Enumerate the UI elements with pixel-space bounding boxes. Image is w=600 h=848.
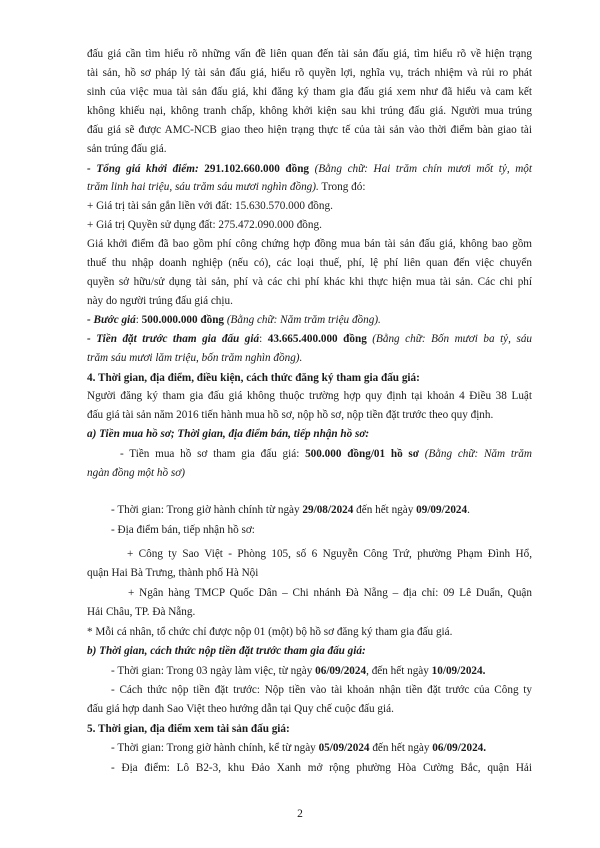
text-segment: (Bằng chữ: Năm trăm (418, 448, 532, 460)
text-segment: + Giá trị tài sản gắn liền với đất: 15.630.570.000 đồng. (87, 200, 333, 212)
text-line (87, 47, 532, 61)
text-segment: 29/08/2024 (302, 504, 354, 516)
text-segment: thuế thu nhập doanh nghiệp (nếu có), các loại thuế, phí, lệ phí liên quan đến việc chuyển (87, 257, 532, 269)
subsection-heading (87, 644, 532, 658)
text-segment: + Công ty Sao Việt - Phòng 105, số 6 Nguyễn Công Trứ, phường Phạm Đình Hổ, (127, 548, 532, 560)
text-segment: - (87, 163, 97, 175)
text-line (128, 586, 532, 600)
text-line (87, 566, 532, 580)
text-segment: : (259, 333, 268, 345)
text-line (87, 218, 532, 232)
text-line (87, 605, 532, 619)
text-segment: sinh của việc mua tài sản đấu giá, khi đăng ký tham gia đấu giá xem như đã hiểu và cam kết (87, 86, 532, 98)
text-segment: đến hết ngày (353, 504, 417, 516)
text-line (87, 180, 532, 194)
text-line (87, 389, 532, 403)
text-segment: này do người trúng đấu giá chịu. (87, 295, 233, 307)
text-line (111, 741, 556, 755)
text-segment: 09/09/2024 (416, 504, 468, 516)
text-line (127, 547, 532, 561)
text-segment: Người đăng ký tham gia đấu giá không thuộc trường hợp quy định tại khoản 4 Điều 38 Luật (87, 390, 532, 402)
text-segment: b) Thời gian, cách thức nộp tiền đặt trước tham gia đấu giá: (87, 645, 366, 657)
text-segment: - Địa điểm: Lô B2-3, khu Đảo Xanh mở rộng phường Hòa Cường Bắc, quận Hải (111, 762, 532, 774)
text-line (111, 664, 556, 678)
page-number: 2 (297, 808, 303, 820)
text-line (87, 408, 532, 422)
text-line (87, 123, 532, 137)
text-segment: đấu giá cần tìm hiểu rõ những vấn đề liên quan đến tài sản đấu giá, tìm hiểu rõ về hiện trạng (87, 48, 532, 60)
text-segment: đến hết ngày (369, 742, 433, 754)
text-segment: Tổng giá khởi điểm: (96, 163, 199, 175)
text-segment: . (467, 504, 470, 516)
text-segment: đấu giá tài sản năm 2016 tiến hành mua hồ sơ, nộp hồ sơ, nộp tiền đặt trước theo quy định. (87, 409, 494, 421)
text-segment: 10/09/2024. (431, 665, 486, 677)
bid-step-line (87, 313, 532, 327)
text-line (87, 294, 532, 308)
text-segment: * Mỗi cá nhân, tổ chức chỉ được nộp 01 (một) bộ hồ sơ đăng ký tham gia đấu giá. (87, 626, 453, 638)
text-line (87, 85, 532, 99)
text-segment: 06/09/2024. (432, 742, 487, 754)
text-segment: , đến hết ngày (366, 665, 432, 677)
text-line (87, 625, 532, 639)
text-segment: - Bước giá (87, 314, 136, 326)
text-segment: đấu giá hợp danh Sao Việt theo hướng dẫn tại Quy chế cuộc đấu giá. (87, 703, 394, 715)
text-line (111, 761, 532, 775)
text-segment: (Bằng chữ: Hai trăm chín mươi mốt tỷ, một (309, 163, 532, 175)
text-segment: a) Tiền mua hồ sơ; Thời gian, địa điểm bán, tiếp nhận hồ sơ: (87, 428, 370, 440)
text-segment: đấu giá sẽ được AMC-NCB giao theo hiện trạng thực tế của tài sản vào thời điểm bàn giao tài (87, 124, 532, 136)
text-segment: - Địa điểm bán, tiếp nhận hồ sơ: (111, 524, 255, 536)
text-segment: ngàn đồng một hồ sơ) (87, 467, 185, 479)
total-starting-price-line (87, 162, 532, 176)
text-segment: 05/09/2024 (318, 742, 370, 754)
text-segment: quận Hai Bà Trưng, thành phố Hà Nội (87, 567, 259, 579)
text-segment: trăm sáu mươi lăm triệu, bốn trăm nghìn đồng). (87, 352, 303, 364)
text-line (111, 503, 556, 517)
text-segment: - Tiền mua hồ sơ tham gia đấu giá: (120, 448, 306, 460)
section-heading (87, 371, 532, 385)
text-segment: - Thời gian: Trong giờ hành chính từ ngày (111, 504, 303, 516)
text-segment: Hải Châu, TP. Đà Nẵng. (87, 606, 196, 618)
subsection-heading (87, 427, 532, 441)
text-line (87, 351, 532, 365)
text-segment: + Ngân hàng TMCP Quốc Dân – Chi nhánh Đà Nẵng – địa chỉ: 09 Lê Duẩn, Quận (128, 587, 532, 599)
section-heading (87, 722, 532, 736)
text-segment: (Bằng chữ: Năm trăm triệu đồng). (224, 314, 381, 326)
text-segment: (Bằng chữ: Bốn mươi ba tỷ, sáu (366, 333, 533, 345)
text-line (120, 447, 532, 461)
text-segment: Giá khởi điểm đã bao gồm phí công chứng hợp đồng mua bán tài sản đấu giá, không bao gồm (87, 238, 532, 250)
text-line (87, 466, 532, 480)
text-line (87, 237, 532, 251)
text-line (87, 66, 532, 80)
text-segment: - Thời gian: Trong giờ hành chính, kể từ ngày (111, 742, 319, 754)
deposit-line (87, 332, 532, 346)
text-segment: + Giá trị Quyền sử dụng đất: 275.472.090.000 đồng. (87, 219, 322, 231)
text-line (87, 142, 532, 156)
text-segment: 291.102.660.000 đồng (198, 163, 310, 175)
text-line (87, 702, 532, 716)
text-line (111, 683, 532, 697)
text-segment: 5. Thời gian, địa điểm xem tài sản đấu giá: (87, 723, 290, 735)
text-line (87, 104, 532, 118)
text-segment: 4. Thời gian, địa điểm, điều kiện, cách thức đăng ký tham gia đấu giá: (87, 372, 420, 384)
text-line (87, 275, 532, 289)
text-segment: quyền sở hữu/sử dụng tài sản, phí và các chi phí khác khi thực hiện mua tài sản. Các chi phí (87, 276, 532, 288)
text-line (87, 256, 532, 270)
text-line (87, 199, 532, 213)
text-segment: - Cách thức nộp tiền đặt trước: Nộp tiền vào tài khoản nhận tiền đặt trước của Công ty (111, 684, 532, 696)
text-segment: - Tiền đặt trước tham gia đấu giá (87, 333, 260, 345)
text-segment: 500.000.000 đồng (141, 314, 225, 326)
text-line (111, 523, 556, 537)
text-segment: 500.000 đồng/01 hồ sơ (305, 448, 419, 460)
text-segment: : (135, 314, 142, 326)
text-segment: 06/09/2024 (315, 665, 367, 677)
text-segment: tài sản, hồ sơ pháp lý tài sản đấu giá, hiểu rõ quyền lợi, nghĩa vụ, trách nhiệm và rủi ro phát (87, 67, 532, 79)
text-segment: Trong đó: (318, 181, 366, 193)
text-segment: trăm linh hai triệu, sáu trăm sáu mươi nghìn đồng). (87, 181, 319, 193)
text-segment: không khiếu nại, không tranh chấp, không khởi kiện sau khi trúng đấu giá. Người mua trúng (87, 105, 532, 117)
text-segment: - Thời gian: Trong 03 ngày làm việc, từ ngày (111, 665, 316, 677)
text-segment: sản trúng đấu giá. (87, 143, 167, 155)
text-segment: 43.665.400.000 đồng (267, 333, 367, 345)
